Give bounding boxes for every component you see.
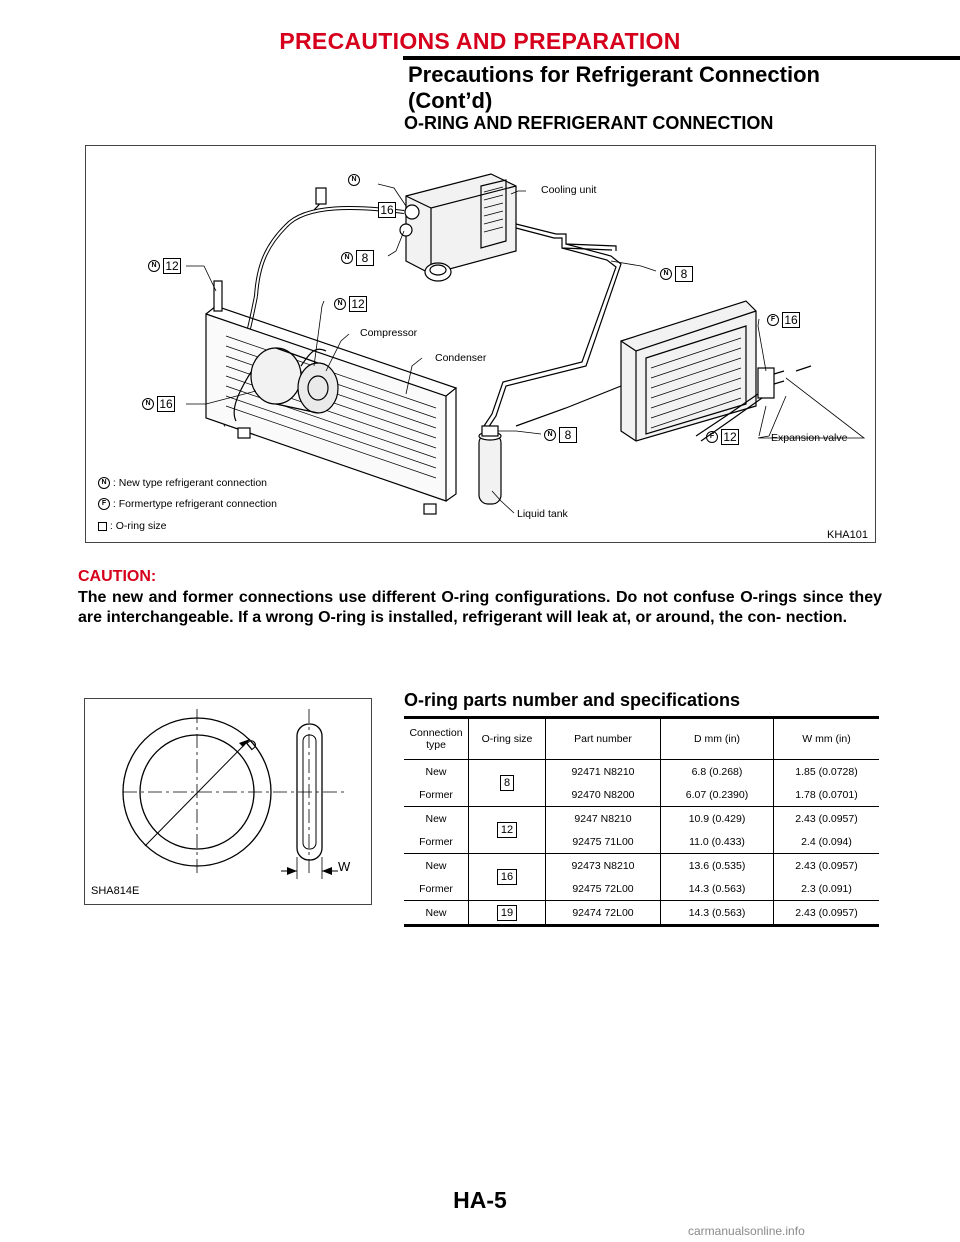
cell-connection-type: Former (419, 882, 453, 895)
cell-connection-type: New (425, 765, 447, 778)
table-row (404, 807, 879, 831)
connection-mark-n: N (348, 174, 360, 186)
square-icon (98, 522, 107, 531)
cell-connection-type: Former (419, 788, 453, 801)
cell-d: 13.6 (0.535) (661, 854, 774, 878)
label-cooling-unit: Cooling unit (541, 184, 597, 196)
connection-mark-f: F 12 (706, 429, 739, 445)
caution-title: CAUTION: (78, 568, 157, 585)
cell-d: 6.07 (0.2390) (661, 783, 774, 807)
cell-connection-type: New (404, 807, 469, 831)
watermark: carmanualsonline.info (688, 1224, 805, 1238)
dimension-label-d: D (243, 735, 261, 754)
connection-mark-n: N 16 (142, 396, 175, 412)
cell-part-number: 92475 72L00 (546, 877, 661, 901)
cell-w: 2.4 (0.094) (774, 830, 880, 854)
connection-mark-n: N 12 (334, 296, 367, 312)
column-header: D mm (in) (661, 718, 774, 760)
cell-oring-size: 12 (469, 807, 546, 854)
table-row (404, 854, 879, 878)
column-header: Part number (546, 718, 661, 760)
header-rule (403, 56, 960, 60)
cell-oring-size: 8 (469, 760, 546, 807)
cell-connection-type: New (404, 854, 469, 878)
label-liquid-tank: Liquid tank (517, 508, 568, 520)
connection-mark-n: N 8 (341, 250, 374, 266)
connection-mark-n: N 8 (544, 427, 577, 443)
legend-former-type: F : Formertype refrigerant connection (98, 498, 277, 510)
legend-oring-size: : O-ring size (98, 520, 167, 532)
spec-table-title: O-ring parts number and specifications (404, 690, 741, 710)
cell-connection-type: New (404, 901, 469, 926)
cell-w: 1.85 (0.0728) (774, 760, 880, 784)
cell-w: 2.43 (0.0957) (774, 854, 880, 878)
table-row (404, 901, 879, 926)
cell-w: 2.43 (0.0957) (774, 901, 880, 926)
cell-w: 2.43 (0.0957) (774, 807, 880, 831)
connection-mark-n: N 8 (660, 266, 693, 282)
cell-part-number: 92470 N8200 (546, 783, 661, 807)
cell-d: 14.3 (0.563) (661, 901, 774, 926)
cell-d: 11.0 (0.433) (661, 830, 774, 854)
cell-w: 2.3 (0.091) (774, 877, 880, 901)
cell-part-number: 9247 N8210 (546, 807, 661, 831)
connection-mark-n: N 12 (148, 258, 181, 274)
column-header: W mm (in) (774, 718, 880, 760)
cell-oring-size: 16 (469, 854, 546, 901)
caution-text: The new and former connections use different O-ring configurations. Do not confuse O-rings since they are interchangeable. If a wrong O-ring is installed, refrigerant will leak at, or around, the con- nection. (78, 589, 882, 626)
cell-oring-size: 19 (469, 901, 546, 926)
cell-part-number: 92475 71L00 (546, 830, 661, 854)
cell-part-number: 92473 N8210 (546, 854, 661, 878)
table-row (404, 760, 879, 784)
section-title: PRECAUTIONS AND PREPARATION (279, 28, 681, 54)
oring-dimension-figure (84, 698, 372, 905)
legend-new-type: N : New type refrigerant connection (98, 477, 267, 489)
cell-part-number: 92474 72L00 (546, 901, 661, 926)
page-heading: Precautions for Refrigerant Connection (Cont’d) (408, 62, 820, 113)
label-compressor: Compressor (360, 327, 418, 339)
column-header: Connection type (404, 718, 469, 760)
label-expansion-valve: Expansion valve (771, 432, 848, 444)
oring-drawing (85, 699, 373, 906)
table-header-row (404, 718, 879, 760)
oring-spec-table (404, 716, 879, 927)
cell-d: 6.8 (0.268) (661, 760, 774, 784)
oring-size-mark: 16 (375, 202, 396, 218)
cell-d: 10.9 (0.429) (661, 807, 774, 831)
dimension-label-w: W (338, 859, 351, 874)
label-condenser: Condenser (435, 352, 487, 364)
refrigerant-connection-figure (85, 145, 876, 543)
figure-code: KHA101 (827, 529, 868, 541)
column-header: O-ring size (469, 718, 546, 760)
cell-d: 14.3 (0.563) (661, 877, 774, 901)
cell-connection-type: Former (419, 835, 453, 848)
cell-w: 1.78 (0.0701) (774, 783, 880, 807)
figure-code: SHA814E (91, 885, 140, 897)
subheading: O-RING AND REFRIGERANT CONNECTION (404, 113, 774, 133)
connection-mark-f: F 16 (767, 312, 800, 328)
cell-part-number: 92471 N8210 (546, 760, 661, 784)
page-number: HA-5 (453, 1187, 507, 1213)
